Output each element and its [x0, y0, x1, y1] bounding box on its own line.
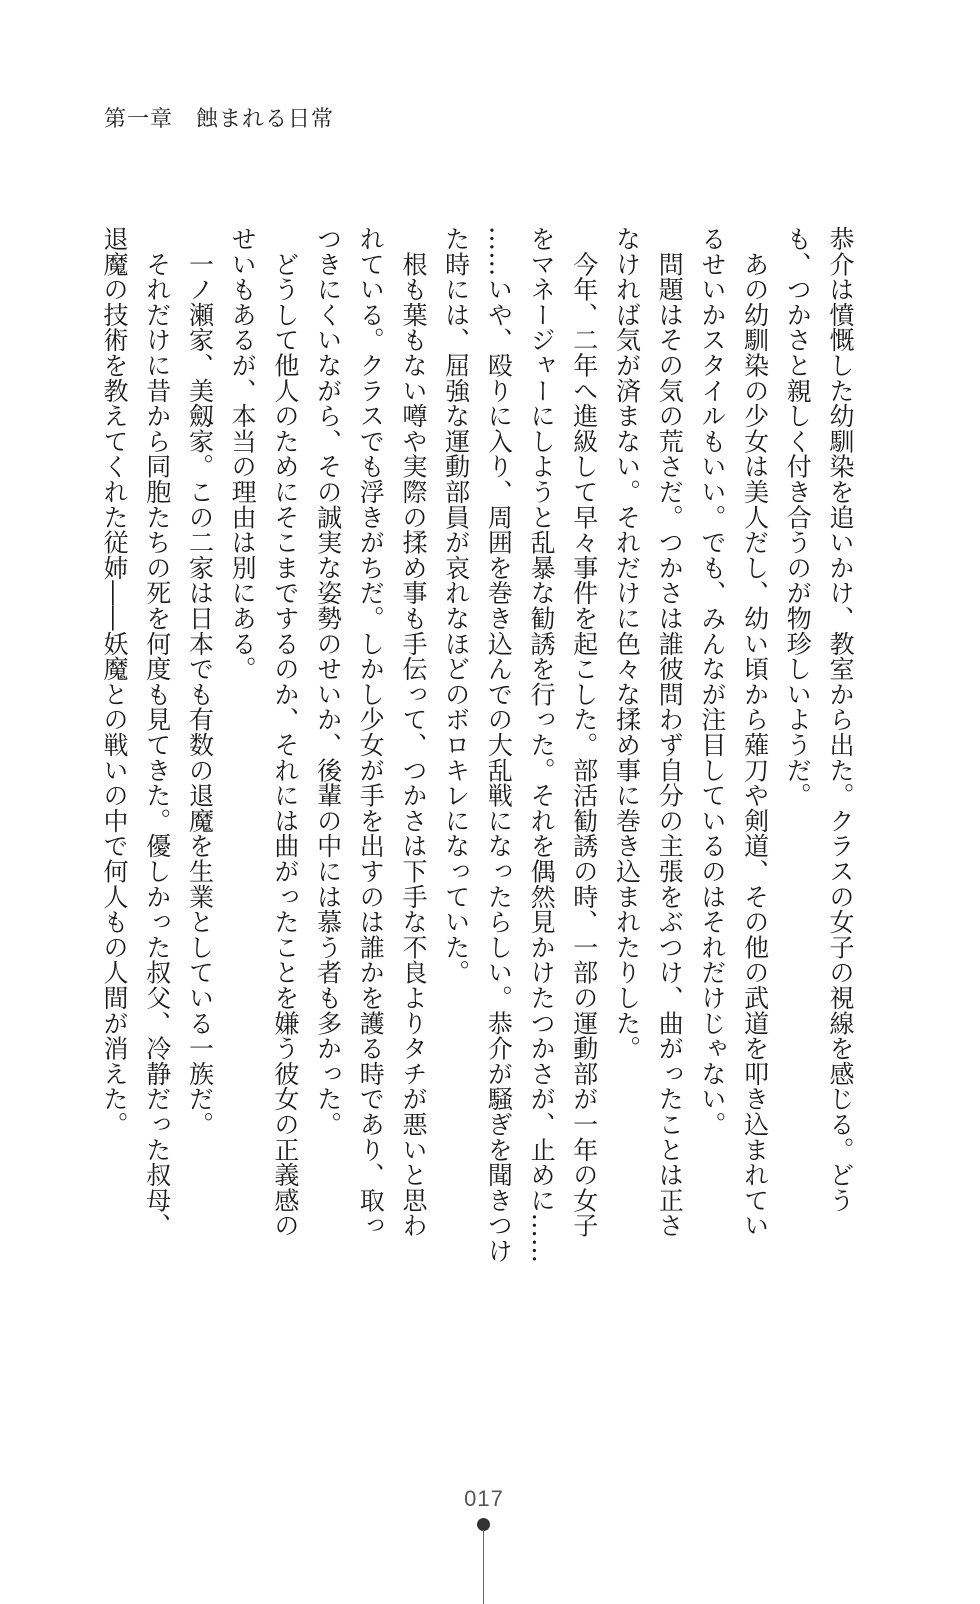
text-line: た時には、屈強な運動部員が哀れなほどのボロキレになっていた。	[441, 226, 471, 985]
text-line: 根も葉もない噂や実際の揉め事も手伝って、つかさは下手な不良よりタチが悪いと思わ	[398, 226, 428, 1238]
page-number: 017	[464, 1486, 504, 1511]
text-line: つきにくいながら、その誠実な姿勢のせいか、後輩の中には慕う者も多かった。	[313, 226, 343, 1137]
text-line: れている。クラスでも浮きがちだ。しかし少女が手を出すのは誰かを護る時であり、取っ	[356, 226, 386, 1238]
text-line: なければ気が済まない。それだけに色々な揉め事に巻き込まれたりした。	[612, 226, 642, 1061]
text-line: をマネージャーにしようと乱暴な勧誘を行った。それを偶然見かけたつかさが、止めに……	[527, 226, 557, 1264]
body-text	[92, 226, 861, 1306]
text-line: 退魔の技術を教えてくれた従姉――妖魔との戦いの中で何人もの人間が消えた。	[100, 226, 130, 1137]
text-line: どうして他人のためにそこまでするのか、それには曲がったことを嫌う彼女の正義感の	[270, 226, 300, 1238]
chapter-title: 第一章 蝕まれる日常	[104, 107, 335, 132]
text-line: も、つかさと親しく付き合うのが物珍しいようだ。	[783, 226, 813, 808]
text-line: 恭介は憤慨した幼馴染を追いかけ、教室から出た。クラスの女子の視線を感じる。どう	[826, 226, 855, 1213]
text-line: あの幼馴染の少女は美人だし、幼い頃から薙刀や剣道、その他の武道を叩き込まれてい	[740, 226, 770, 1238]
text-line: ……いや、殴りに入り、周囲を巻き込んでの大乱戦になったらしい。恭介が騒ぎを聞きつけ	[484, 226, 514, 1264]
text-line: 一ノ瀬家、美劔家。この二家は日本でも有数の退魔を生業としている一族だ。	[185, 226, 215, 1137]
text-line: 今年、二年へ進級して早々事件を起こした。部活勧誘の時、一部の運動部が一年の女子	[569, 226, 599, 1238]
text-line: 問題はその気の荒さだ。つかさは誰彼問わず自分の主張をぶつけ、曲がったことは正さ	[655, 226, 685, 1238]
page-marker-line	[483, 1530, 484, 1604]
text-line: それだけに昔から同胞たちの死を何度も見てきた。優しかった叔父、冷静だった叔母、	[142, 226, 172, 1238]
text-line: せいもあるが、本当の理由は別にある。	[228, 226, 258, 682]
text-line: るせいかスタイルもいい。でも、みんなが注目しているのはそれだけじゃない。	[697, 226, 727, 1137]
